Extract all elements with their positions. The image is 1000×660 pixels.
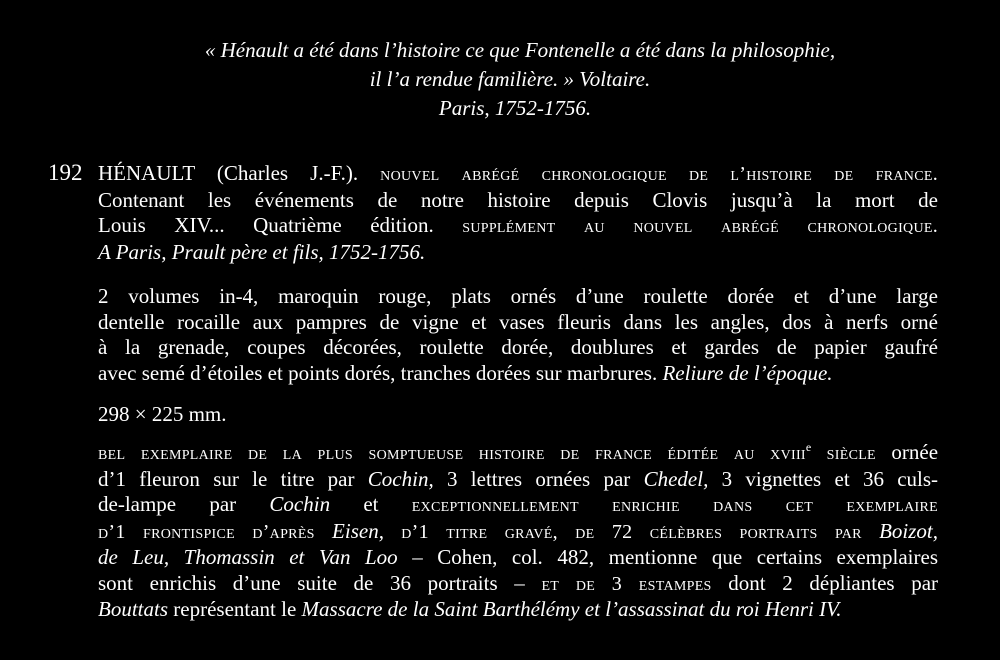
notes-line-6 [98,571,938,598]
notes-text: représentant le [173,597,297,621]
notes-text: sont enrichis d’une suite de 36 portraits – [98,570,525,595]
notes-smallcaps: d’1 frontispice d’après [98,520,315,543]
notes-line-7 [98,597,938,623]
description-line-1: 2 volumes in-4, maroquin rouge, plats ornés d’une roulette dorée et d’une large [98,284,938,308]
title-line-2: Contenant les événements de notre histoire depuis Clovis jusqu’à la mort de [98,187,938,212]
notes-line-1-tail: ornée [891,440,939,464]
engraving-subjects: Massacre de la Saint Barthélémy et l’assassinat du roi Henri IV. [301,597,842,621]
description-line-2: dentelle rocaille aux pampres de vigne et vases fleuris dans les angles, dos à nerfs orné [98,309,938,334]
description-line-4 [98,361,938,387]
dimensions: 298 × 225 mm. [98,402,227,426]
notes-text: – Cohen, col. 482, mentionne que certains exemplaires [412,545,938,569]
epigraph-line-3: Paris, 1752-1756. [438,96,592,120]
notes-heading: bel exemplaire de la plus somptueuse histoire de france éditée au xviii [98,442,806,464]
notes-text: d’1 fleuron sur le titre par [98,466,355,491]
author-name: HÉNAULT (Charles J.-F.). [98,161,359,185]
notes-heading-2: siècle [826,442,876,464]
artist-name: Eisen, [332,518,384,543]
supplement-title: supplément au nouvel abrégé chronologique. [462,215,939,237]
artist-name: Cochin, [367,466,434,491]
notes-text: 3 vignettes et 36 culs- [721,466,939,491]
title-line-3 [98,213,938,240]
notes-smallcaps: exceptionnellement enrichie dans cet exemplaire [411,494,939,516]
physical-description [98,284,938,386]
notes-line-2 [98,467,938,493]
notes-line-4 [98,519,938,546]
description-line-4-text: avec semé d’étoiles et points dorés, tranches dorées sur marbrures. [98,360,658,385]
imprint: A Paris, Prault père et fils, 1752-1756. [98,239,426,264]
artist-names: de Leu, Thomassin et Van Loo [98,545,398,569]
artist-name: Bouttats [98,597,169,621]
edition-text: Louis XIV... Quatrième édition. [98,213,434,237]
lot-number: 192 [48,160,83,185]
artist-name: Boizot, [879,518,939,543]
lot-title-block [98,161,938,265]
epigraph-line-2: il l’a rendue familière. » Voltaire. [369,67,651,91]
book-title: nouvel abrégé chronologique de l’histoire de france. [380,163,938,185]
notes-text: 3 lettres ornées par [447,466,631,491]
notes-line-5 [98,545,938,571]
notes-text: dont 2 dépliantes par [728,570,939,595]
century-superscript: e [805,440,812,454]
notes-text: et [363,492,379,516]
notes-smallcaps: d’1 titre gravé, de 72 célèbres portraits par [401,520,862,543]
description-line-3: à la grenade, coupes décorées, roulette dorée, doublures et gardes de papier gaufré [98,335,938,359]
binding-note: Reliure de l’époque. [662,360,833,385]
artist-name: Chedel, [643,466,709,491]
notes-smallcaps: et de 3 estampes [541,572,712,595]
epigraph-line-1: « Hénault a été dans l’histoire ce que Fontenelle a été dans la philosophie, [204,38,836,62]
notes-line-1 [98,440,938,467]
notes-text: de-lampe par [98,492,237,516]
artist-name: Cochin [269,492,331,516]
notes-line-3 [98,492,938,519]
copy-notes [98,440,938,623]
epigraph [0,36,1000,123]
title-line-1 [98,161,938,188]
